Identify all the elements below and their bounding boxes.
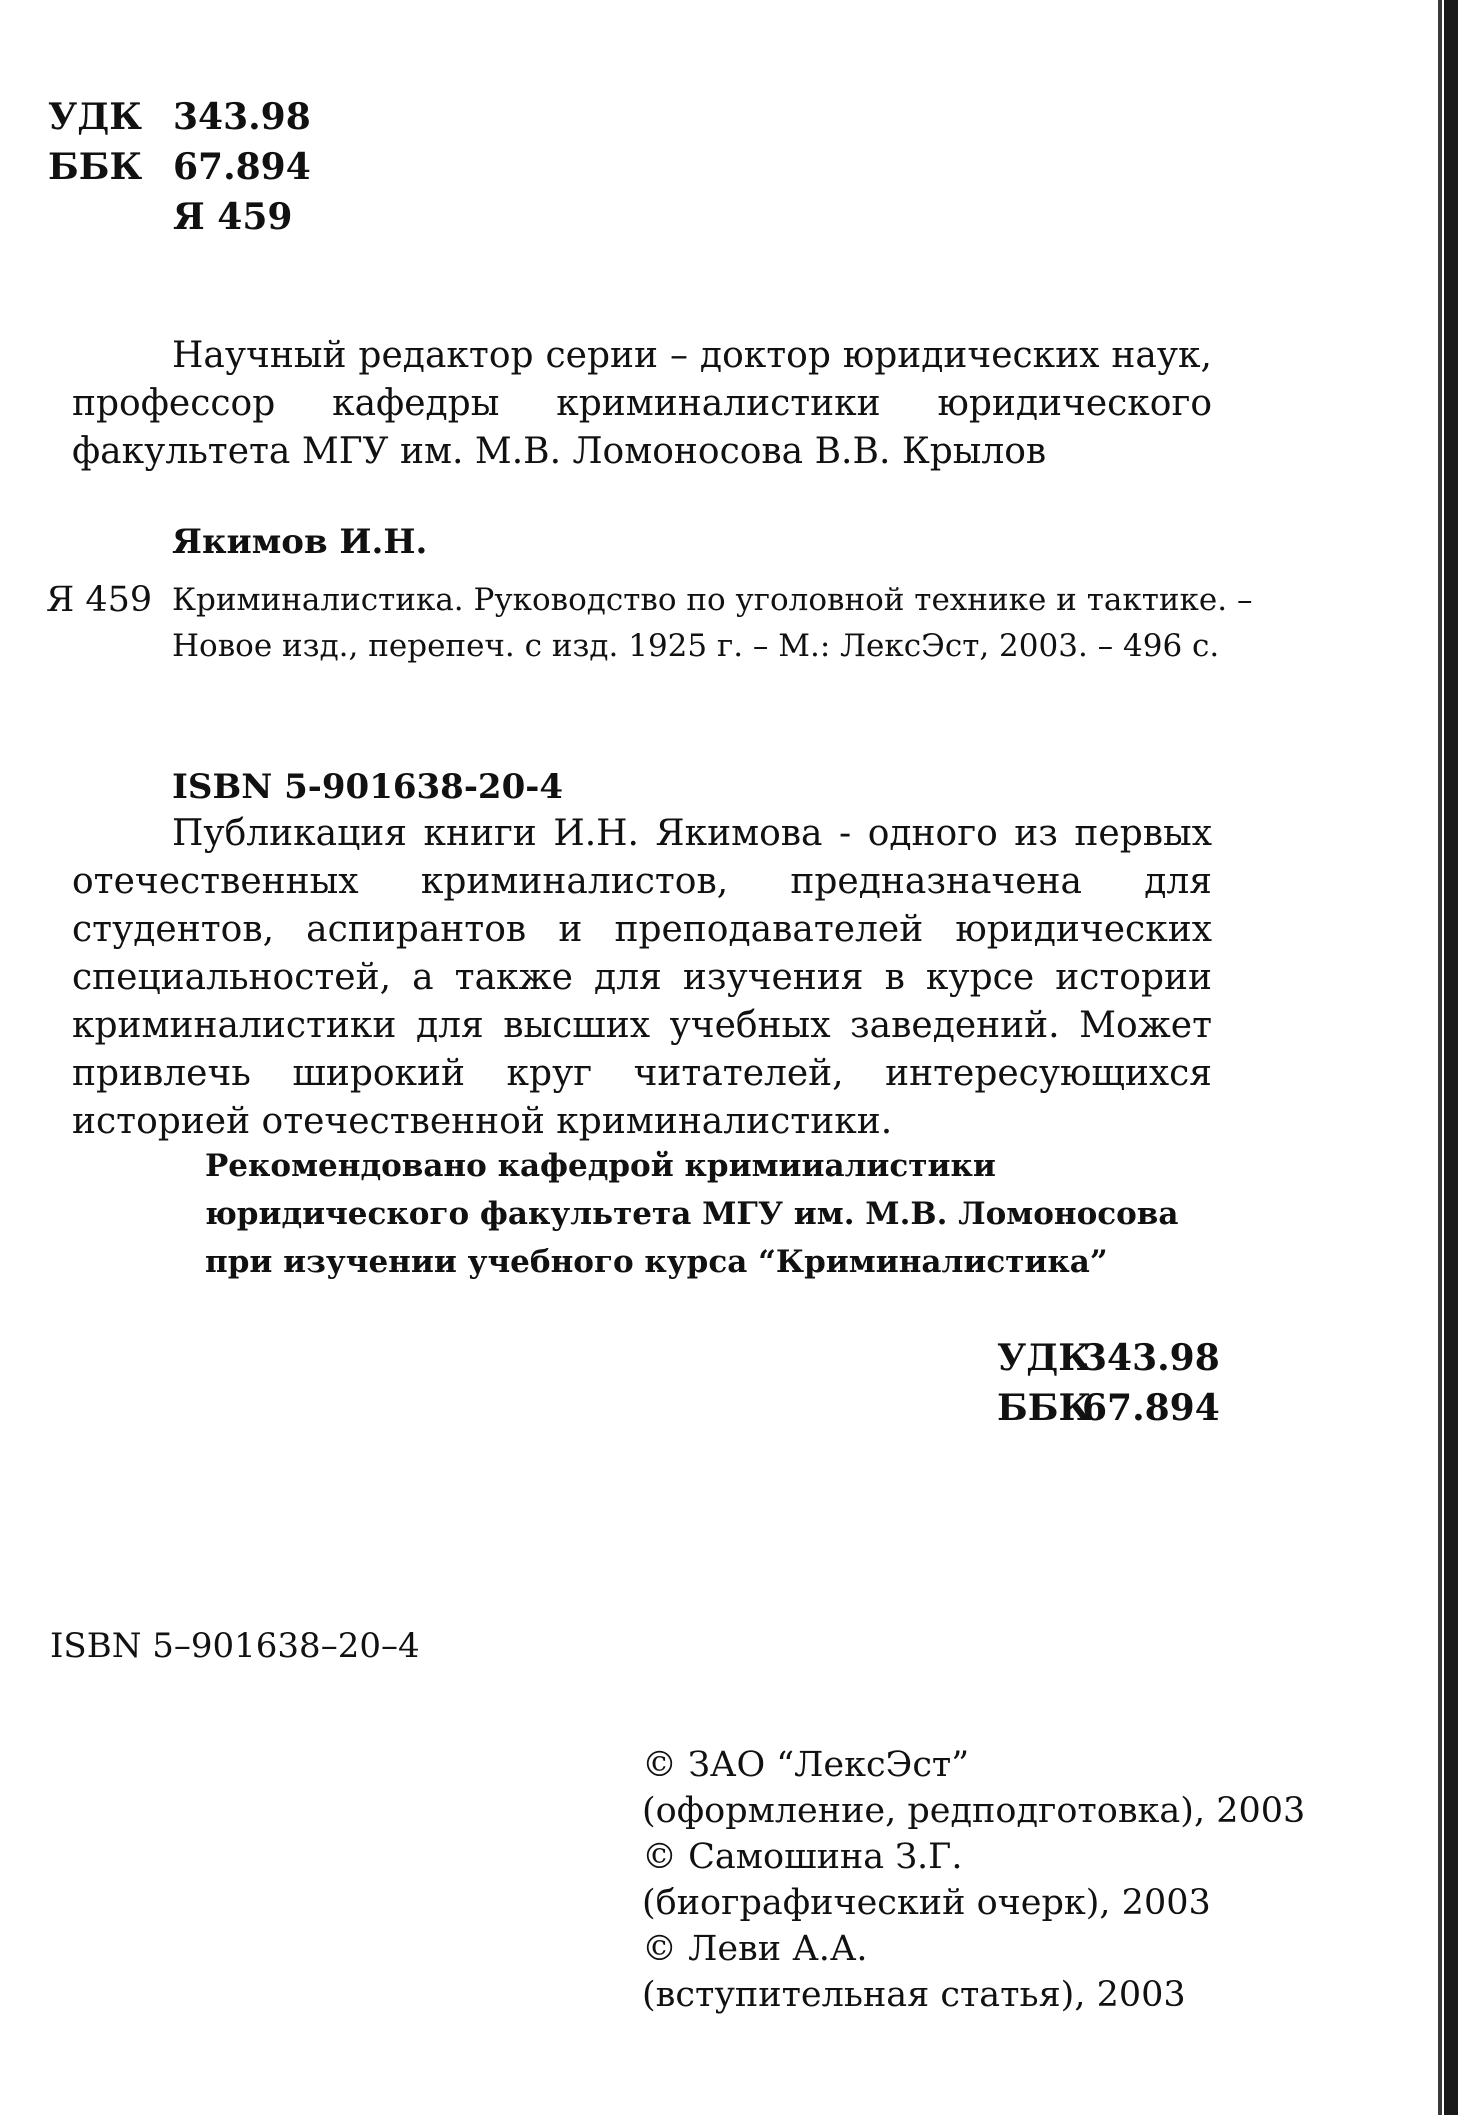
title-line-2: Новое изд., перепеч. с изд. 1925 г. – М.: ЛексЭст, 2003. – 496 с. bbox=[172, 628, 1220, 664]
classification-top bbox=[48, 92, 311, 242]
bbk-value-bottom: 67.894 bbox=[1082, 1387, 1220, 1429]
page-edge bbox=[1444, 0, 1458, 2115]
bbk-row-bottom bbox=[997, 1383, 1237, 1433]
isbn-bold: ISBN 5-901638-20-4 bbox=[172, 767, 564, 807]
copyright-line-5: © Леви А.А. bbox=[642, 1929, 868, 1969]
classification-bottom bbox=[997, 1333, 1237, 1433]
copyright-line-6: (вступительная статья), 2003 bbox=[642, 1975, 1186, 2015]
bbk-row bbox=[48, 142, 311, 192]
author-name: Якимов И.Н. bbox=[172, 522, 428, 562]
udk-label-bottom: УДК bbox=[997, 1337, 1091, 1379]
bbk-label-bottom: ББК bbox=[997, 1387, 1092, 1429]
udk-row bbox=[48, 92, 311, 142]
copyright-block bbox=[642, 1742, 1306, 2018]
udk-value-bottom: 343.98 bbox=[1082, 1337, 1220, 1379]
bbk-value: 67.894 bbox=[173, 146, 311, 188]
isbn-plain: ISBN 5–901638–20–4 bbox=[50, 1626, 420, 1666]
page-edge-inner bbox=[1438, 0, 1442, 2115]
udk-value: 343.98 bbox=[173, 96, 311, 138]
bbk-label: ББК bbox=[48, 146, 143, 188]
author-mark: Я 459 bbox=[173, 196, 293, 238]
copyright-line-3: © Самошина З.Г. bbox=[642, 1837, 963, 1877]
recommendation-line-1: Рекомендовано кафедрой кримииалистики bbox=[205, 1148, 996, 1184]
recommendation-line-2: юридического факультета МГУ им. М.В. Ломоносова bbox=[205, 1196, 1179, 1232]
author-mark-row bbox=[48, 192, 308, 242]
editor-note: Научный редактор серии – доктор юридических наук, профессор кафедры криминалистики юридического факультета МГУ им. М.В. Ломоносова В.В. Крылов bbox=[72, 335, 1212, 472]
call-number: Я 459 bbox=[46, 580, 153, 620]
recommendation-line-3: при изучении учебного курса “Криминалистика” bbox=[205, 1244, 1108, 1280]
udk-row-bottom bbox=[997, 1333, 1237, 1383]
recommendation bbox=[205, 1142, 1179, 1286]
copyright-line-4: (биографический очерк), 2003 bbox=[642, 1883, 1211, 1923]
copyright-line-1: © ЗАО “ЛексЭст” bbox=[642, 1745, 970, 1785]
udk-label: УДК bbox=[48, 96, 142, 138]
copyright-line-2: (оформление, редподготовка), 2003 bbox=[642, 1791, 1306, 1831]
title-line-1: Криминалистика. Руководство по уголовной технике и тактике. – bbox=[172, 582, 1253, 618]
annotation: Публикация книги И.Н. Якимова - одного из первых отечественных криминалистов, предназначена для студентов, аспирантов и преподавателей юридических специальностей, а также для изучения в курсе истории криминалистики для высших учебных заведений. Может привлечь широкий круг читателей, интересующихся историей отечественной криминалистики. bbox=[72, 813, 1212, 1142]
